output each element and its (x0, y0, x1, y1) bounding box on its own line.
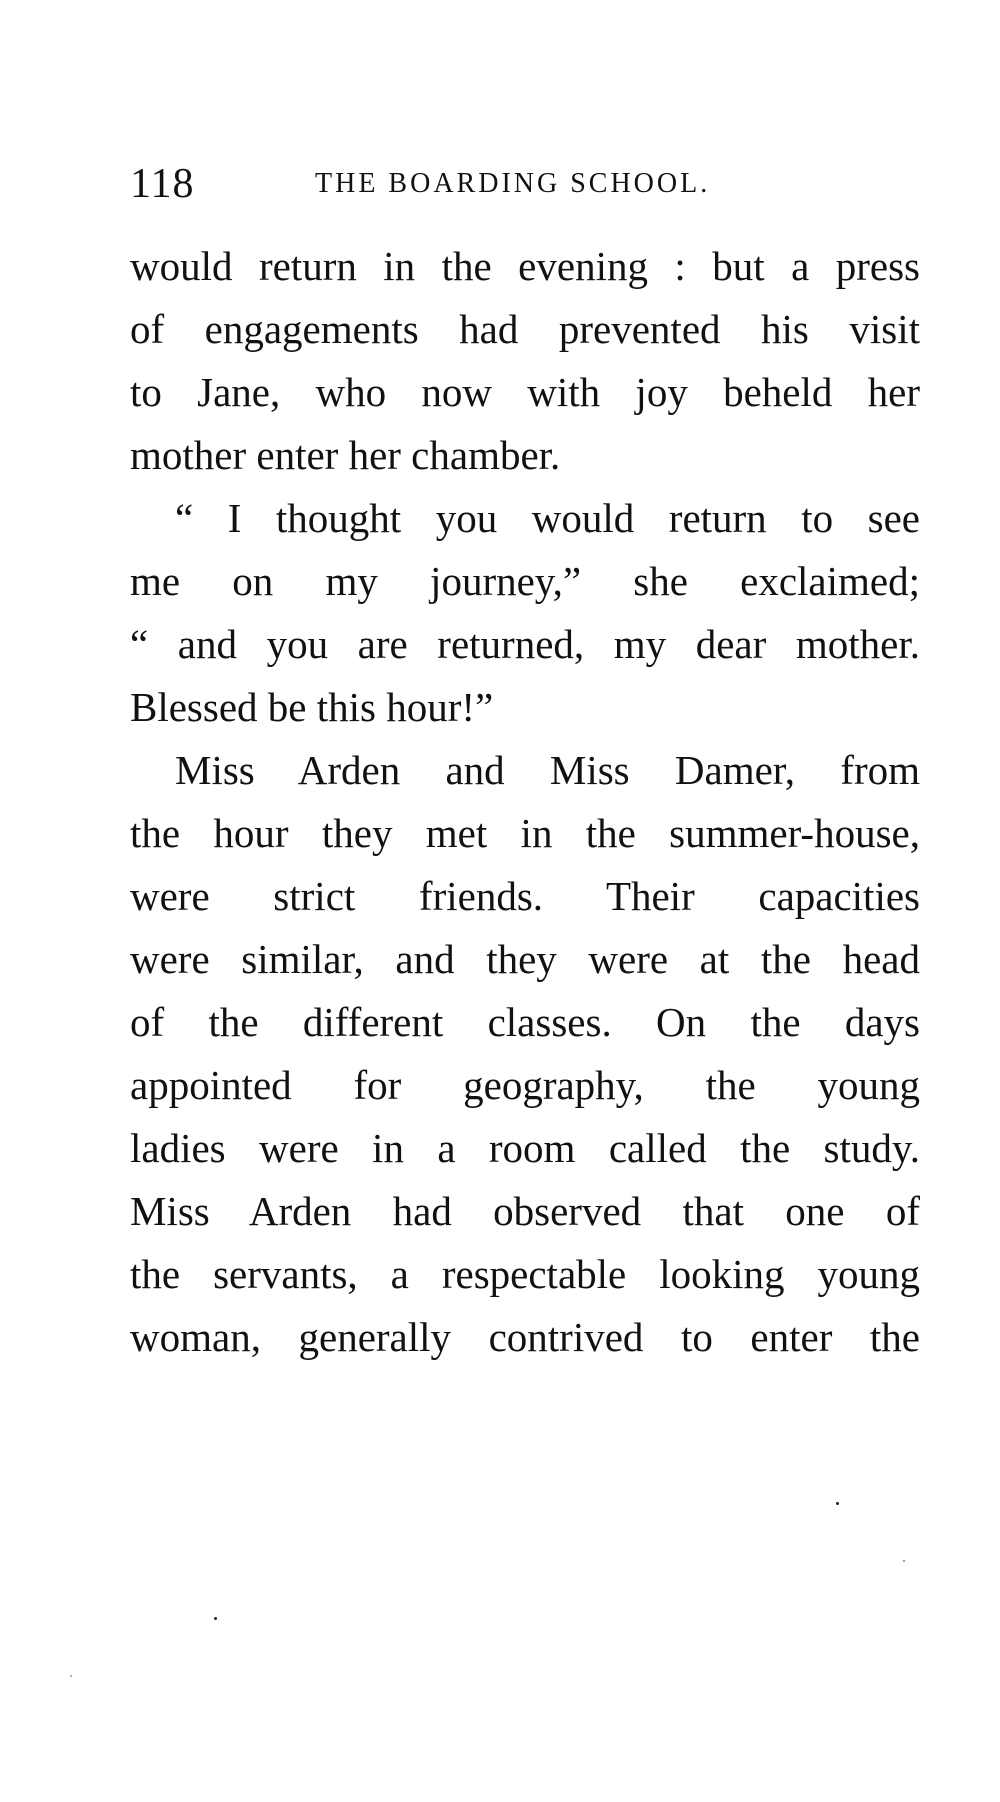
text-line: me on my journey,” she exclaimed; (130, 558, 920, 604)
text-line: “ and you are returned, my dear mother. (130, 621, 920, 667)
text-line: were strict friends. Their capacities (130, 873, 920, 919)
running-title: THE BOARDING SCHOOL. (315, 168, 711, 199)
paper-speck (903, 1560, 905, 1562)
running-head (130, 160, 920, 208)
paper-speck (70, 1675, 72, 1677)
text-line: to Jane, who now with joy beheld her (130, 369, 920, 415)
text-line: “ I thought you would return to see (175, 495, 920, 541)
paper-speck (836, 1502, 839, 1505)
text-line: of the different classes. On the days (130, 999, 920, 1045)
text-line: of engagements had prevented his visit (130, 306, 920, 352)
paper-speck (214, 1617, 217, 1620)
text-line: Blessed be this hour!” (130, 684, 494, 730)
text-line: would return in the evening : but a press (130, 243, 920, 289)
text-line: woman, generally contrived to enter the (130, 1314, 920, 1360)
text-line: ladies were in a room called the study. (130, 1125, 920, 1171)
text-line: mother enter her chamber. (130, 432, 561, 478)
text-line: were similar, and they were at the head (130, 936, 920, 982)
text-line: Miss Arden and Miss Damer, from (175, 747, 920, 793)
text-line: appointed for geography, the young (130, 1062, 920, 1108)
page-number: 118 (130, 161, 195, 207)
text-line: the servants, a respectable looking young (130, 1251, 920, 1297)
text-line: the hour they met in the summer-house, (130, 810, 920, 856)
text-line: Miss Arden had observed that one of (130, 1188, 920, 1234)
